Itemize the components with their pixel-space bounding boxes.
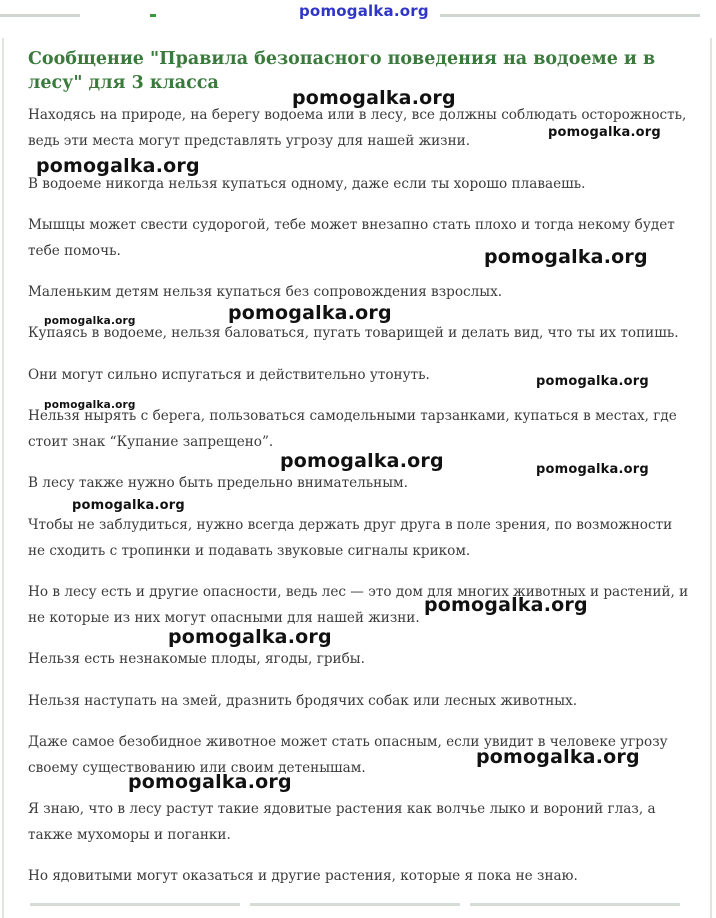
- article-paragraph: Даже самое безобидное животное может стать опасным, если увидит в человеке угрозу своему существованию или своим детенышам.: [28, 734, 668, 776]
- article-paragraph: Купаясь в водоеме, нельзя баловаться, пугать товарищей и делать вид, что ты их топишь.: [28, 325, 679, 341]
- article-paragraph: Маленьким детям нельзя купаться без сопровождения взрослых.: [28, 284, 503, 300]
- watermark-text: pomogalka.org: [292, 87, 456, 109]
- faded-toolbar-remnant: [440, 14, 700, 17]
- faded-toolbar-remnant: [0, 14, 80, 17]
- article-paragraph: Но в лесу есть и другие опасности, ведь лес — это дом для многих животных и растений, и не которые из них могут опасными для нашей жизни.: [28, 584, 689, 626]
- watermark-text: pomogalka.org: [280, 450, 444, 472]
- article-paragraph: Мышцы может свести судорогой, тебе может внезапно стать плохо и тогда некому будет тебе помочь.: [28, 217, 675, 259]
- watermark-text: pomogalka.org: [548, 125, 661, 140]
- bottom-divider: [30, 903, 240, 906]
- bottom-divider: [250, 903, 460, 906]
- watermark-text: pomogalka.org: [128, 771, 292, 793]
- watermark-text: pomogalka.org: [168, 626, 332, 648]
- watermark-text: pomogalka.org: [536, 374, 649, 389]
- top-strip: [0, 0, 716, 36]
- watermark-text: pomogalka.org: [536, 462, 649, 477]
- article-paragraph: В водоеме никогда нельзя купаться одному, даже если ты хорошо плаваешь.: [28, 176, 586, 192]
- bottom-divider: [470, 903, 680, 906]
- faded-toolbar-remnant: [150, 14, 156, 17]
- watermark-text: pomogalka.org: [228, 302, 392, 324]
- article-paragraph: Они могут сильно испугаться и действительно утонуть.: [28, 367, 430, 383]
- article-paragraph: Чтобы не заблудиться, нужно всегда держать друг друга в поле зрения, по возможности не сходить с тропинки и подавать звуковые сигналы криком.: [28, 517, 673, 559]
- article-paragraph: Я знаю, что в лесу растут такие ядовитые растения как волчье лыко и вороний глаз, а также мухоморы и поганки.: [28, 801, 656, 843]
- watermark-text: pomogalka.org: [72, 498, 185, 513]
- watermark-text: pomogalka.org: [424, 594, 588, 616]
- article-paragraph: Находясь на природе, на берегу водоема или в лесу, все должны соблюдать осторожность, ведь эти места могут представлять угрозу для нашей жизни.: [28, 107, 687, 149]
- watermark-text: pomogalka.org: [36, 155, 200, 177]
- article-paragraph: Нельзя наступать на змей, дразнить бродячих собак или лесных животных.: [28, 693, 578, 709]
- watermark-text: pomogalka.org: [476, 746, 640, 768]
- watermark-text: pomogalka.org: [44, 399, 136, 411]
- watermark-text: pomogalka.org: [484, 246, 648, 268]
- article-paragraph: Нельзя есть незнакомые плоды, ягоды, грибы.: [28, 651, 365, 667]
- site-watermark: pomogalka.org: [299, 2, 429, 20]
- article-paragraph: Но ядовитыми могут оказаться и другие растения, которые я пока не знаю.: [28, 868, 578, 884]
- article-paragraph: В лесу также нужно быть предельно внимательным.: [28, 475, 408, 491]
- article-title: Сообщение "Правила безопасного поведения на водоеме и в лесу" для 3 класса: [28, 49, 656, 93]
- watermark-text: pomogalka.org: [44, 315, 136, 327]
- article-paragraph: Нельзя нырять с берега, пользоваться самодельными тарзанками, купаться в местах, где стоит знак “Купание запрещено”.: [28, 408, 677, 450]
